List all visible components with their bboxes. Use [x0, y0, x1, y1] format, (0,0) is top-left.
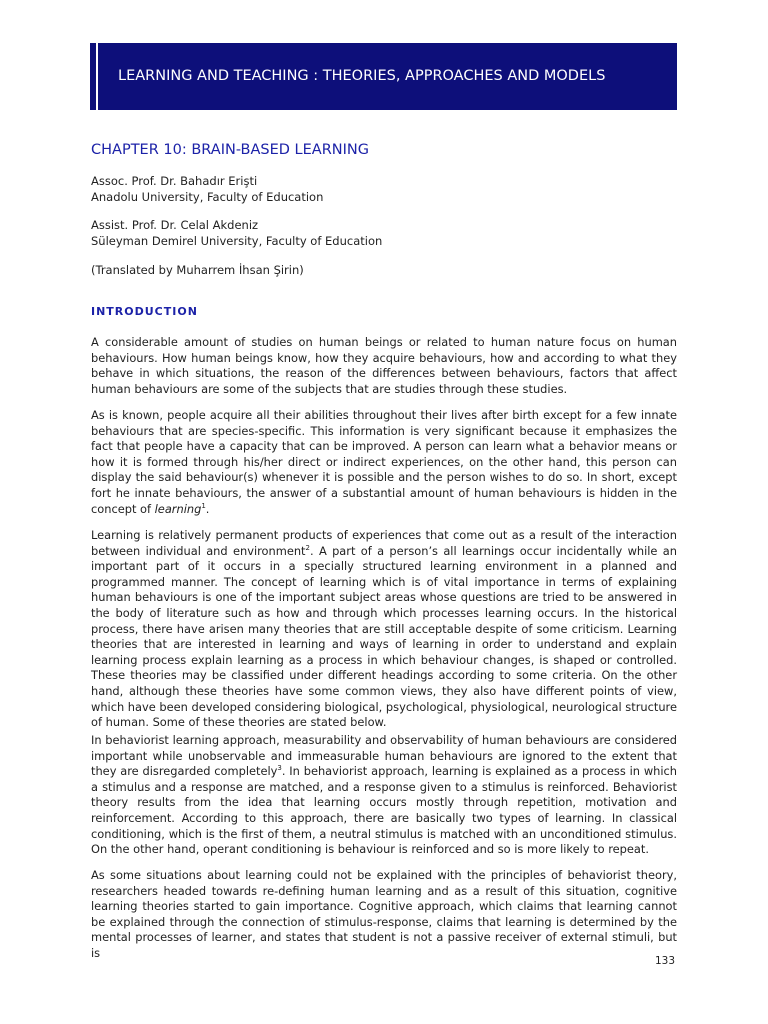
author-1-affiliation: Anadolu University, Faculty of Education [91, 190, 324, 204]
section-heading: INTRODUCTION [91, 305, 198, 318]
paragraph-2-end: . [205, 501, 210, 516]
author-2-name: Assist. Prof. Dr. Celal Akdeniz [91, 218, 259, 232]
chapter-title: CHAPTER 10: BRAIN-BASED LEARNING [91, 142, 369, 158]
paragraph-4-text-b: . In behaviorist approach, learning is explained as a process in which a stimulus and a response are matched, and a response given to a stimulus is reinforced. Behaviorist theory results from the idea that learning occurs mostly through repetition, motivation and reinforcement. According to this approach, there are basically two types of learning. In classical conditioning, which is the first of them, a neutral stimulus is matched with an unconditioned stimulus. On the other hand, operant conditioning is behaviour is reinforced and so is more likely to repeat. [91, 764, 678, 857]
book-title: LEARNING AND TEACHING : THEORIES, APPROACHES AND MODELS [118, 68, 606, 84]
paragraph-4-text-a: In behaviorist learning approach, measurability and observability of human behaviours are considered important while unobservable and immeasurable human behaviours are ignored to the extent that they are disregarded completely [91, 733, 677, 779]
paragraph-1-text: A considerable amount of studies on human beings or related to human nature focus on human behaviours. How human beings know, how they acquire behaviours, how and according to what they behave in which situations, the reason of the differences between behaviours, factors that affect human behaviours are some of the subjects that are studies through these studies. [91, 335, 677, 396]
paragraph-4 [91, 733, 677, 858]
paragraph-2 [91, 408, 677, 517]
paragraph-3-text-a: Learning is relatively permanent products of experiences that come out as a result of the interaction between individual and environment [91, 528, 677, 558]
footnote-ref-1[interactable]: 1 [201, 501, 206, 510]
paragraph-2-text: As is known, people acquire all their abilities throughout their lives after birth except for a few innate behaviours that are species-specific. This information is very significant because it emphasizes the fact that people have a capacity that can be improved. A person can learn what a behavior means or how it is formed through his/her direct or indirect experiences, on the other hand, this person can display the said behaviour(s) whenever it is possible and the person wishes to do so. In short, except fort he innate behaviours, the answer of a substantial amount of human behaviours is hidden in the concept of [91, 408, 677, 516]
footnote-ref-3[interactable]: 3 [277, 764, 282, 773]
paragraph-3-text-b: . A part of a person’s all learnings occur incidentally while an important part of it occurs in a specially structured learning environment in a planned and programmed manner. The concept of learning which is of vital importance in terms of explaining human behaviours is one of the important subject areas whose questions are tried to be answered in the body of literature such as how and through which processes learning occurs. In the historical process, there have arisen many theories that are still acceptable despite of some criticism. Learning theories that are interested in learning and ways of learning in order to understand and explain learning process explain learning as a process in which behaviour changes, is shaped or controlled. These theories may be classified under different headings according to some criteria. On the other hand, although these theories have some common views, they also have different points of view, which have been developed considering biological, psychological, physiological, neurological structure of human. Some of these theories are stated below. [91, 543, 677, 730]
paragraph-5 [91, 868, 677, 962]
author-1-name: Assoc. Prof. Dr. Bahadır Erişti [91, 174, 258, 188]
paragraph-1 [91, 335, 677, 397]
footnote-ref-2[interactable]: 2 [305, 543, 310, 552]
header-banner [90, 43, 677, 110]
learning-term: learning [154, 501, 202, 516]
author-2-affiliation: Süleyman Demirel University, Faculty of Education [91, 234, 383, 248]
paragraph-3 [91, 528, 677, 731]
page-number: 133 [655, 955, 676, 967]
paragraph-5-text: As some situations about learning could not be explained with the principles of behaviorist theory, researchers headed towards re-defining human learning and as a result of this situation, cognitive learning theories started to gain importance. Cognitive approach, which claims that learning cannot be explained through the connection of stimulus-response, claims that learning is determined by the mental processes of learner, and states that student is not a passive receiver of external stimuli, but is [91, 868, 677, 960]
translator-credit: (Translated by Muharrem İhsan Şirin) [91, 263, 304, 277]
